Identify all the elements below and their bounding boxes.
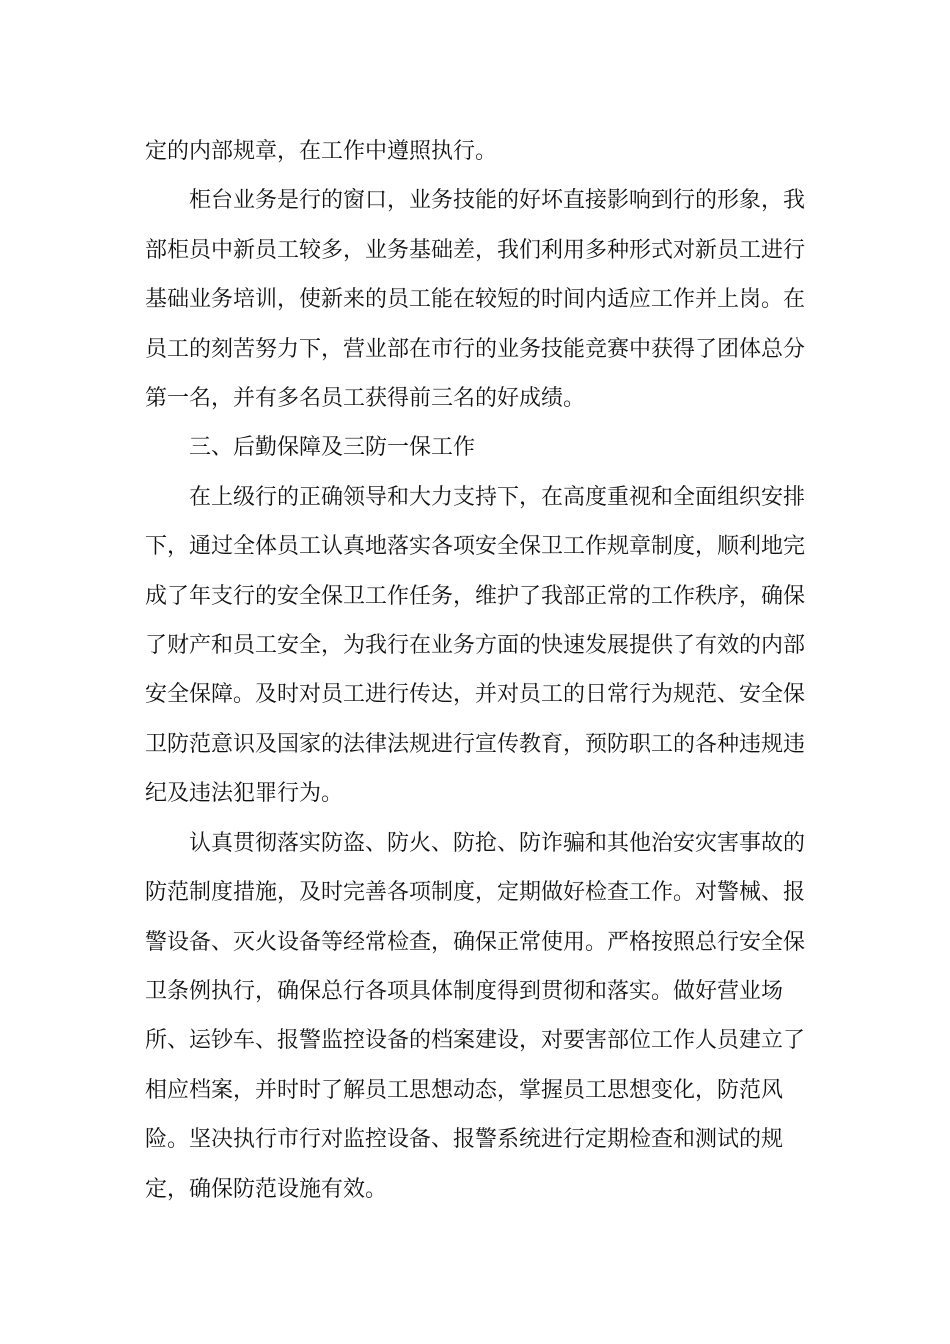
paragraph-continuation: 定的内部规章，在工作中遵照执行。 [145,139,498,164]
paragraph-security-work: 在上级行的正确领导和大力支持下，在高度重视和全面组织安排下，通过全体员工认真地落实各项安全保卫工作规章制度，顺利地完成了年支行的安全保卫工作任务，维护了我部正常的工作秩序，确保了财产和员工安全，为我行在业务方面的快速发展提供了有效的内部安全保障。及时对员工进行传达，并对员工的日常行为规范、安全保卫防范意识及国家的法律法规进行宣传教育，预防职工的各种违规违纪及违法犯罪行为。 [145,484,806,807]
paragraph-counter-business: 柜台业务是行的窗口，业务技能的好坏直接影响到行的形象，我部柜员中新员工较多，业务基础差，我们利用多种形式对新员工进行基础业务培训，使新来的员工能在较短的时间内适应工作并上岗。在员工的刻苦努力下，营业部在市行的业务技能竞赛中获得了团体总分第一名，并有多名员工获得前三名的好成绩。 [145,188,806,412]
section-heading-logistics-security: 三、后勤保障及三防一保工作 [189,435,476,461]
paragraph-prevention-measures: 认真贯彻落实防盗、防火、防抢、防诈骗和其他治安灾害事故的防范制度措施，及时完善各项制度，定期做好检查工作。对警械、报警设备、灭火设备等经常检查，确保正常使用。严格按照总行安全保卫条例执行，确保总行各项具体制度得到贯彻和落实。做好营业场所、运钞车、报警监控设备的档案建设，对要害部位工作人员建立了相应档案，并时时了解员工思想动态，掌握员工思想变化，防范风险。坚决执行市行对监控设备、报警系统进行定期检查和测试的规定，确保防范设施有效。 [145,830,806,1202]
document-body [145,127,815,1214]
